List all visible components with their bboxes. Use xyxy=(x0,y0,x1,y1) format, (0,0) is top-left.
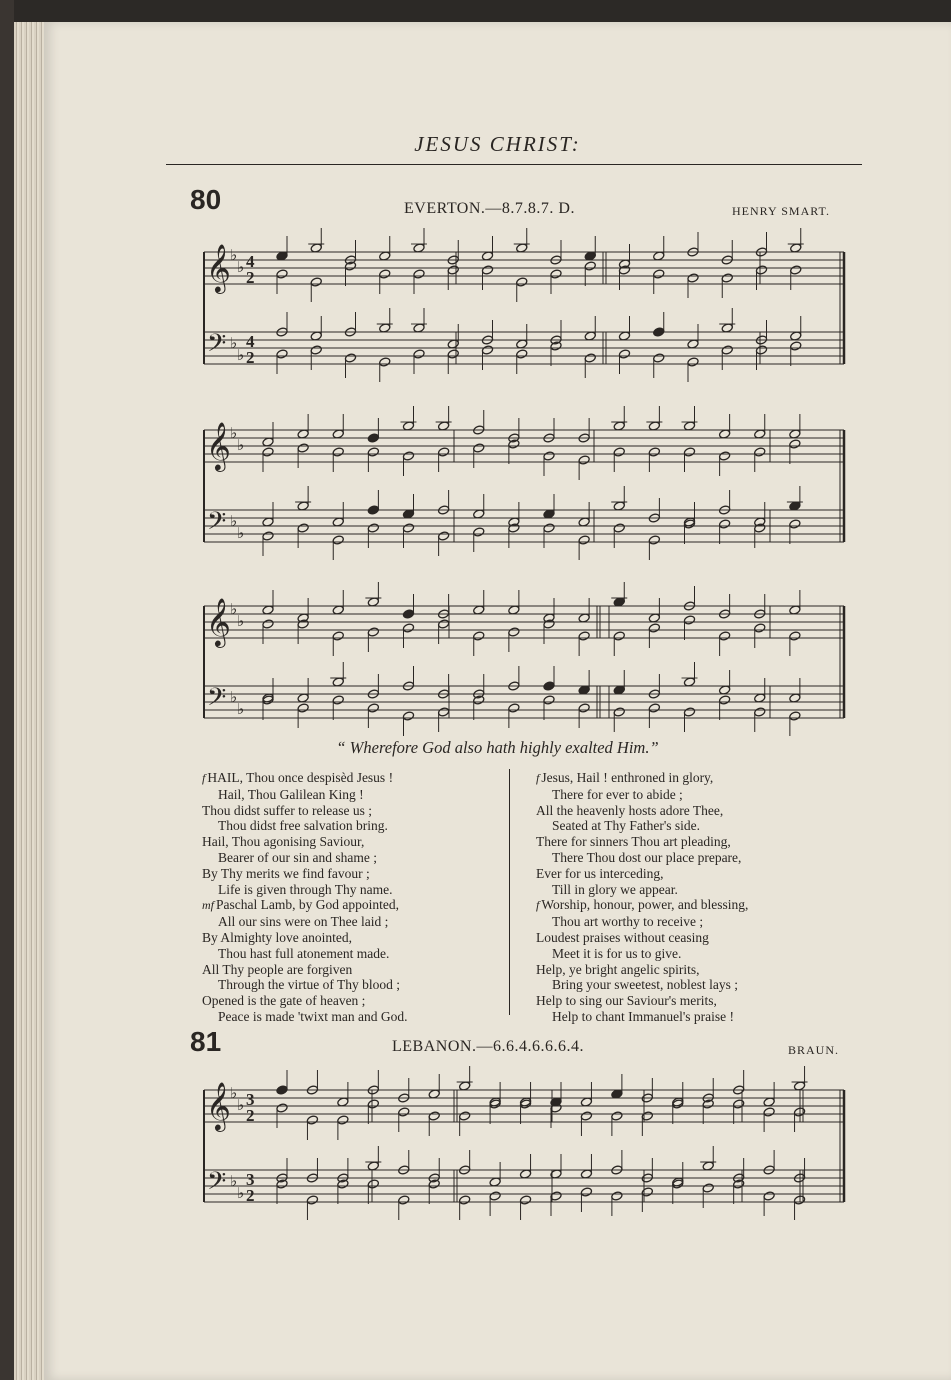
verse-text: Worship, honour, power, and blessing, xyxy=(541,897,749,913)
composer-henry-smart: HENRY SMART. xyxy=(732,204,830,218)
note-head xyxy=(687,357,699,367)
note-head xyxy=(789,439,801,449)
note-head xyxy=(367,505,379,515)
note-head xyxy=(306,1115,318,1125)
bass-clef-icon: 𝄢 xyxy=(207,683,227,718)
flat-icon: ♭ xyxy=(237,702,245,718)
bass-clef-icon: 𝄢 xyxy=(207,1167,227,1202)
note-head xyxy=(367,447,379,457)
treble-clef-icon: 𝄞 xyxy=(206,243,231,292)
verse-text: By Thy merits we find favour ; xyxy=(202,865,370,881)
note-head xyxy=(755,265,767,275)
verse-text: Peace is made 'twixt man and God. xyxy=(218,1008,408,1024)
time-signature-top: 3 xyxy=(246,1170,255,1189)
note-head xyxy=(459,1195,471,1205)
verse-line xyxy=(202,1009,408,1025)
note-head xyxy=(447,265,459,275)
verse-text: Life is given through Thy name. xyxy=(218,881,393,897)
verse-line xyxy=(536,946,748,962)
verse-text: There for sinners Thou art pleading, xyxy=(536,834,731,850)
time-signature-top: 3 xyxy=(246,1090,255,1109)
dynamic-marking: mf xyxy=(202,898,214,913)
time-signature-top: 4 xyxy=(246,252,255,271)
note-head xyxy=(789,631,801,641)
note-head xyxy=(754,623,766,633)
verse-line xyxy=(536,977,748,993)
flat-icon: ♭ xyxy=(230,514,238,530)
note-head xyxy=(683,447,695,457)
note-head xyxy=(516,277,528,287)
flat-icon: ♭ xyxy=(230,602,238,618)
note-head xyxy=(367,703,379,713)
note-head xyxy=(367,1179,379,1189)
verse-line xyxy=(536,866,748,882)
verse-text: Till in glory we appear. xyxy=(552,881,678,897)
note-head xyxy=(438,531,450,541)
note-head xyxy=(367,523,379,533)
verse-text: Help, ye bright angelic spirits, xyxy=(536,961,700,977)
note-head xyxy=(550,269,562,279)
treble-clef-icon: 𝄞 xyxy=(206,421,231,470)
note-head xyxy=(613,707,625,717)
note-head xyxy=(438,707,450,717)
verse-line xyxy=(536,882,748,898)
verse-line xyxy=(202,897,408,914)
verse-line xyxy=(202,930,408,946)
flat-icon: ♭ xyxy=(237,614,245,630)
page-edges xyxy=(14,22,44,1380)
note-head xyxy=(754,707,766,717)
note-head xyxy=(276,1103,288,1113)
verse-text: Bring your sweetest, noblest lays ; xyxy=(552,977,738,993)
verse-text: Thou didst free salvation bring. xyxy=(218,818,388,834)
note-head xyxy=(379,357,391,367)
note-head xyxy=(653,327,665,337)
verse-text: HAIL, Thou once despisèd Jesus ! xyxy=(207,770,394,785)
music-score-hymn-81 xyxy=(154,1060,864,1240)
note-head xyxy=(306,1195,318,1205)
verse-text: All Thy people are forgiven xyxy=(202,961,353,977)
book-cover-top xyxy=(0,0,951,22)
note-head xyxy=(790,265,802,275)
flat-icon: ♭ xyxy=(237,438,245,454)
bass-clef-icon: 𝄢 xyxy=(207,507,227,542)
verse-line xyxy=(536,834,748,850)
note-head xyxy=(721,345,733,355)
dynamic-marking: f xyxy=(202,771,206,785)
flat-icon: ♭ xyxy=(230,248,238,264)
note-head xyxy=(379,269,391,279)
tune-name-everton: EVERTON.—8.7.8.7. D. xyxy=(404,200,575,217)
verse-line xyxy=(536,930,748,946)
verse-line xyxy=(202,850,408,866)
note-head xyxy=(402,523,414,533)
note-head xyxy=(413,349,425,359)
note-head xyxy=(297,703,309,713)
verse-line xyxy=(202,914,408,930)
note-head xyxy=(332,695,344,705)
note-head xyxy=(310,277,322,287)
note-head xyxy=(481,265,493,275)
note-head xyxy=(262,447,274,457)
verses-right-column xyxy=(536,770,748,1025)
hymnal-page xyxy=(44,22,951,1380)
verse-text: Loudest praises without ceasing xyxy=(536,929,709,945)
note-head xyxy=(310,345,322,355)
note-head xyxy=(613,447,625,457)
note-head xyxy=(297,443,309,453)
page-header-title: JESUS CHRIST: xyxy=(414,132,581,156)
note-head xyxy=(438,619,450,629)
note-head xyxy=(473,631,485,641)
note-head xyxy=(653,353,665,363)
flat-icon: ♭ xyxy=(237,526,245,542)
verse-line xyxy=(536,770,748,787)
note-head xyxy=(584,261,596,271)
note-head xyxy=(473,443,485,453)
note-head xyxy=(721,273,733,283)
verse-text: Meet it is for us to give. xyxy=(552,945,682,961)
note-head xyxy=(613,523,625,533)
verse-line xyxy=(536,914,748,930)
note-head xyxy=(262,531,274,541)
verse-line xyxy=(536,818,748,834)
note-head xyxy=(618,349,630,359)
note-head xyxy=(687,273,699,283)
note-head xyxy=(754,447,766,457)
verse-text: Help to chant Immanuel's praise ! xyxy=(552,1008,734,1024)
verse-text: Through the virtue of Thy blood ; xyxy=(218,977,400,993)
note-head xyxy=(367,1099,379,1109)
note-head xyxy=(519,1195,531,1205)
note-head xyxy=(473,527,485,537)
note-head xyxy=(790,341,802,351)
time-signature-top: 4 xyxy=(246,332,255,351)
verse-text: Hail, Thou Galilean King ! xyxy=(218,786,364,802)
note-head xyxy=(733,1099,745,1109)
note-head xyxy=(611,1191,623,1201)
note-head xyxy=(763,1191,775,1201)
verse-line xyxy=(536,897,748,914)
note-head xyxy=(719,519,731,529)
note-head xyxy=(543,523,555,533)
verse-text: There Thou dost our place prepare, xyxy=(552,849,742,865)
music-score-hymn-80 xyxy=(154,222,864,752)
time-signature-bottom: 2 xyxy=(246,1186,255,1205)
verse-text: All the heavenly hosts adore Thee, xyxy=(536,802,724,818)
note-head xyxy=(276,269,288,279)
dynamic-marking: f xyxy=(536,898,540,913)
note-head xyxy=(578,535,590,545)
tune-name-lebanon: LEBANON.—6.6.4.6.6.6.4. xyxy=(392,1038,584,1055)
note-head xyxy=(428,1111,440,1121)
verse-line xyxy=(536,1009,748,1025)
note-head xyxy=(489,1191,501,1201)
verses-left-column xyxy=(202,770,408,1025)
composer-braun: BRAUN. xyxy=(788,1043,840,1057)
flat-icon: ♭ xyxy=(237,1098,245,1114)
note-head xyxy=(297,523,309,533)
note-head xyxy=(648,703,660,713)
flat-icon: ♭ xyxy=(237,1186,245,1202)
note-head xyxy=(332,447,344,457)
note-head xyxy=(648,447,660,457)
verse-line xyxy=(536,803,748,819)
verse-text: There for ever to abide ; xyxy=(552,786,683,802)
verse-line xyxy=(202,818,408,834)
column-divider xyxy=(509,769,510,1015)
verse-line xyxy=(202,962,408,978)
note-head xyxy=(332,535,344,545)
verse-line xyxy=(202,946,408,962)
verse-text: Thou hast full atonement made. xyxy=(218,945,390,961)
note-head xyxy=(413,269,425,279)
note-head xyxy=(276,1085,288,1095)
verse-text: Ever for us interceding, xyxy=(536,865,664,881)
note-head xyxy=(653,269,665,279)
verse-text: Bearer of our sin and shame ; xyxy=(218,849,377,865)
note-head xyxy=(580,1111,592,1121)
note-head xyxy=(683,707,695,717)
note-head xyxy=(543,695,555,705)
note-head xyxy=(578,631,590,641)
note-head xyxy=(438,447,450,457)
note-head xyxy=(459,1111,471,1121)
flat-icon: ♭ xyxy=(230,1174,238,1190)
note-head xyxy=(344,353,356,363)
note-head xyxy=(580,1187,592,1197)
bass-clef-icon: 𝄢 xyxy=(207,329,227,364)
time-signature-bottom: 2 xyxy=(246,348,255,367)
flat-icon: ♭ xyxy=(230,336,238,352)
note-head xyxy=(402,711,414,721)
verse-text: Hail, Thou agonising Saviour, xyxy=(202,834,365,850)
book-cover-left xyxy=(0,0,14,1380)
note-head xyxy=(516,349,528,359)
note-head xyxy=(332,631,344,641)
dynamic-marking: f xyxy=(536,771,540,785)
verse-text: Opened is the gate of heaven ; xyxy=(202,993,366,1009)
note-head xyxy=(543,451,555,461)
note-head xyxy=(789,711,801,721)
flat-icon: ♭ xyxy=(237,348,245,364)
note-head xyxy=(611,1111,623,1121)
verse-line xyxy=(202,977,408,993)
note-head xyxy=(367,433,379,443)
treble-clef-icon: 𝄞 xyxy=(206,1081,231,1130)
note-head xyxy=(402,609,414,619)
note-head xyxy=(719,695,731,705)
flat-icon: ♭ xyxy=(230,426,238,442)
note-head xyxy=(508,703,520,713)
note-head xyxy=(578,455,590,465)
verse-line xyxy=(202,803,408,819)
note-head xyxy=(337,1115,349,1125)
note-head xyxy=(402,451,414,461)
verse-text: Thou art worthy to receive ; xyxy=(552,914,704,930)
verse-line xyxy=(202,882,408,898)
hymn-number-80: 80 xyxy=(190,184,222,215)
note-head xyxy=(641,1187,653,1197)
note-head xyxy=(402,623,414,633)
note-head xyxy=(543,681,555,691)
verse-text: Jesus, Hail ! enthroned in glory, xyxy=(541,770,714,785)
note-head xyxy=(648,535,660,545)
note-head xyxy=(447,349,459,359)
note-head xyxy=(398,1107,410,1117)
verse-text: Help to sing our Saviour's merits, xyxy=(536,993,717,1009)
flat-icon: ♭ xyxy=(230,1086,238,1102)
note-head xyxy=(648,623,660,633)
verse-line xyxy=(202,770,408,787)
note-head xyxy=(367,627,379,637)
note-head xyxy=(763,1107,775,1117)
hymn-number-81: 81 xyxy=(190,1026,222,1057)
note-head xyxy=(613,631,625,641)
verse-line xyxy=(536,962,748,978)
flat-icon: ♭ xyxy=(237,260,245,276)
flat-icon: ♭ xyxy=(230,690,238,706)
verse-text: By Almighty love anointed, xyxy=(202,929,352,945)
note-head xyxy=(584,353,596,363)
verse-text: Seated at Thy Father's side. xyxy=(552,818,701,834)
note-head xyxy=(481,345,493,355)
verse-line xyxy=(202,993,408,1009)
note-head xyxy=(702,1183,714,1193)
note-head xyxy=(789,519,801,529)
note-head xyxy=(398,1195,410,1205)
treble-clef-icon: 𝄞 xyxy=(206,597,231,646)
header-rule xyxy=(166,164,862,165)
note-head xyxy=(641,1111,653,1121)
note-head xyxy=(262,619,274,629)
verse-line xyxy=(202,787,408,803)
time-signature-bottom: 2 xyxy=(246,268,255,287)
note-head xyxy=(578,703,590,713)
note-head xyxy=(508,627,520,637)
note-head xyxy=(755,345,767,355)
verse-text: All our sins were on Thee laid ; xyxy=(218,914,389,930)
note-head xyxy=(683,615,695,625)
time-signature-bottom: 2 xyxy=(246,1106,255,1125)
verse-line xyxy=(536,850,748,866)
note-head xyxy=(276,349,288,359)
verse-line xyxy=(536,787,748,803)
verse-line xyxy=(202,834,408,850)
hymn-80-epigraph: “ Wherefore God also hath highly exalted Him.” xyxy=(336,738,659,757)
verse-line xyxy=(536,993,748,1009)
verse-line xyxy=(202,866,408,882)
note-head xyxy=(719,631,731,641)
note-head xyxy=(719,451,731,461)
verse-text: Paschal Lamb, by God appointed, xyxy=(216,897,399,913)
verse-text: Thou didst suffer to release us ; xyxy=(202,802,372,818)
